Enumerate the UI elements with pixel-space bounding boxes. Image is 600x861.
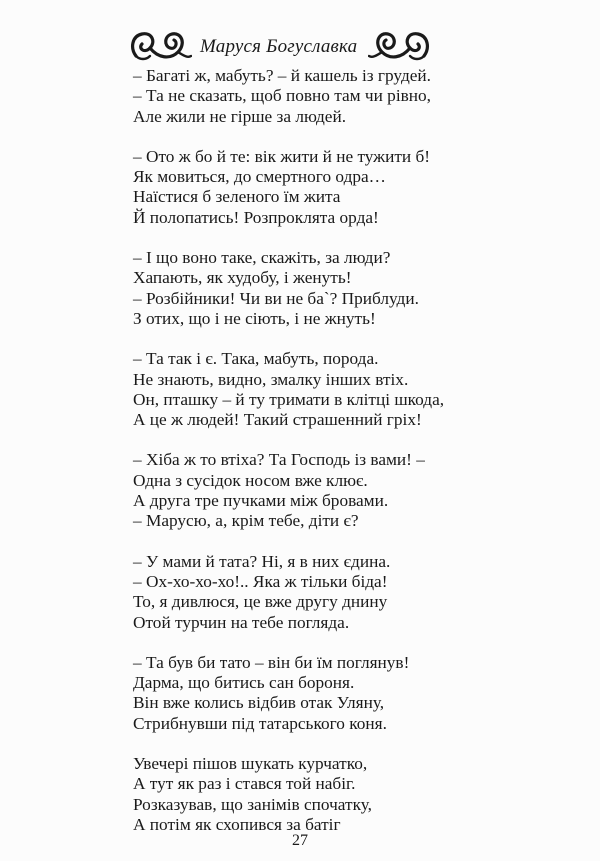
poem-line: А друга тре пучками між бровами.	[133, 491, 389, 511]
poem-line: Стрибнувши під татарського коня.	[133, 713, 387, 733]
poem-line: – Та не сказать, щоб повно там чи рівно,	[133, 86, 431, 106]
poem-line: – Марусю, а, крім тебе, діти є?	[133, 511, 359, 531]
poem-line: Як мовиться, до смертного одра…	[133, 167, 386, 187]
author-name: Маруся Богуславка	[200, 36, 358, 57]
poem-line: – Ох-хо-хо-хо!.. Яка ж тільки біда!	[133, 571, 388, 591]
poem-line: – Ото ж бо й те: вік жити й не тужити б!	[133, 146, 431, 166]
poem-line: Не знають, видно, змалку інших втіх.	[133, 369, 409, 389]
poem-body	[133, 66, 445, 855]
poem-line: Але жили не гірше за людей.	[133, 106, 347, 126]
poem-line: Он, пташку – й ту тримати в клітці шкода,	[133, 389, 445, 409]
stanza-7	[133, 653, 433, 734]
stanza-5	[133, 450, 433, 531]
poem-line: Й полопатись! Розпроклята орда!	[133, 207, 379, 227]
ornament-left-icon	[130, 26, 192, 66]
poem-line: – Розбійники! Чи ви не ба`? Приблуди.	[133, 288, 419, 308]
poem-line: Наїстися б зеленого їм жита	[133, 187, 341, 207]
stanza-2	[133, 147, 433, 228]
stanza-1	[133, 66, 433, 127]
poem-line: Отой турчин на тебе погляда.	[133, 612, 350, 632]
poem-line: – Та був би тато – він би їм поглянув!	[133, 652, 410, 672]
poem-line: З отих, що і не сіють, і не жнуть!	[133, 308, 376, 328]
poem-line: Хапають, як худобу, і женуть!	[133, 268, 352, 288]
stanza-4	[133, 349, 445, 430]
stanza-6	[133, 552, 433, 633]
ornament-right-icon	[368, 26, 430, 66]
stanza-3	[133, 248, 433, 329]
poem-line: – Багаті ж, мабуть? – й кашель із грудей.	[133, 66, 431, 85]
poem-line: – І що воно таке, скажіть, за люди?	[133, 248, 391, 268]
poem-line: – Хіба ж то втіха? Та Господь із вами! –	[133, 450, 425, 470]
poem-line: А потім як схопився за батіг	[133, 814, 341, 834]
poem-line: А це ж людей! Такий страшенний гріх!	[133, 410, 422, 430]
poem-line: Увечері пішов шукать курчатко,	[133, 754, 368, 774]
poem-line: Одна з сусідок носом вже клює.	[133, 470, 368, 490]
page-number: 27	[292, 832, 308, 849]
poem-line: А тут як раз і стався той набіг.	[133, 774, 356, 794]
poem-line: То, я дивлюся, це вже другу днину	[133, 592, 388, 612]
poem-line: Розказував, що занімів спочатку,	[133, 794, 372, 814]
page-header	[130, 22, 430, 70]
poem-line: Він вже колись відбив отак Уляну,	[133, 693, 385, 713]
poem-line: – Та так і є. Така, мабуть, порода.	[133, 349, 379, 369]
stanza-8	[133, 754, 433, 835]
poem-line: – У мами й тата? Ні, я в них єдина.	[133, 551, 391, 571]
poem-line: Дарма, що битись сан бороня.	[133, 673, 355, 693]
